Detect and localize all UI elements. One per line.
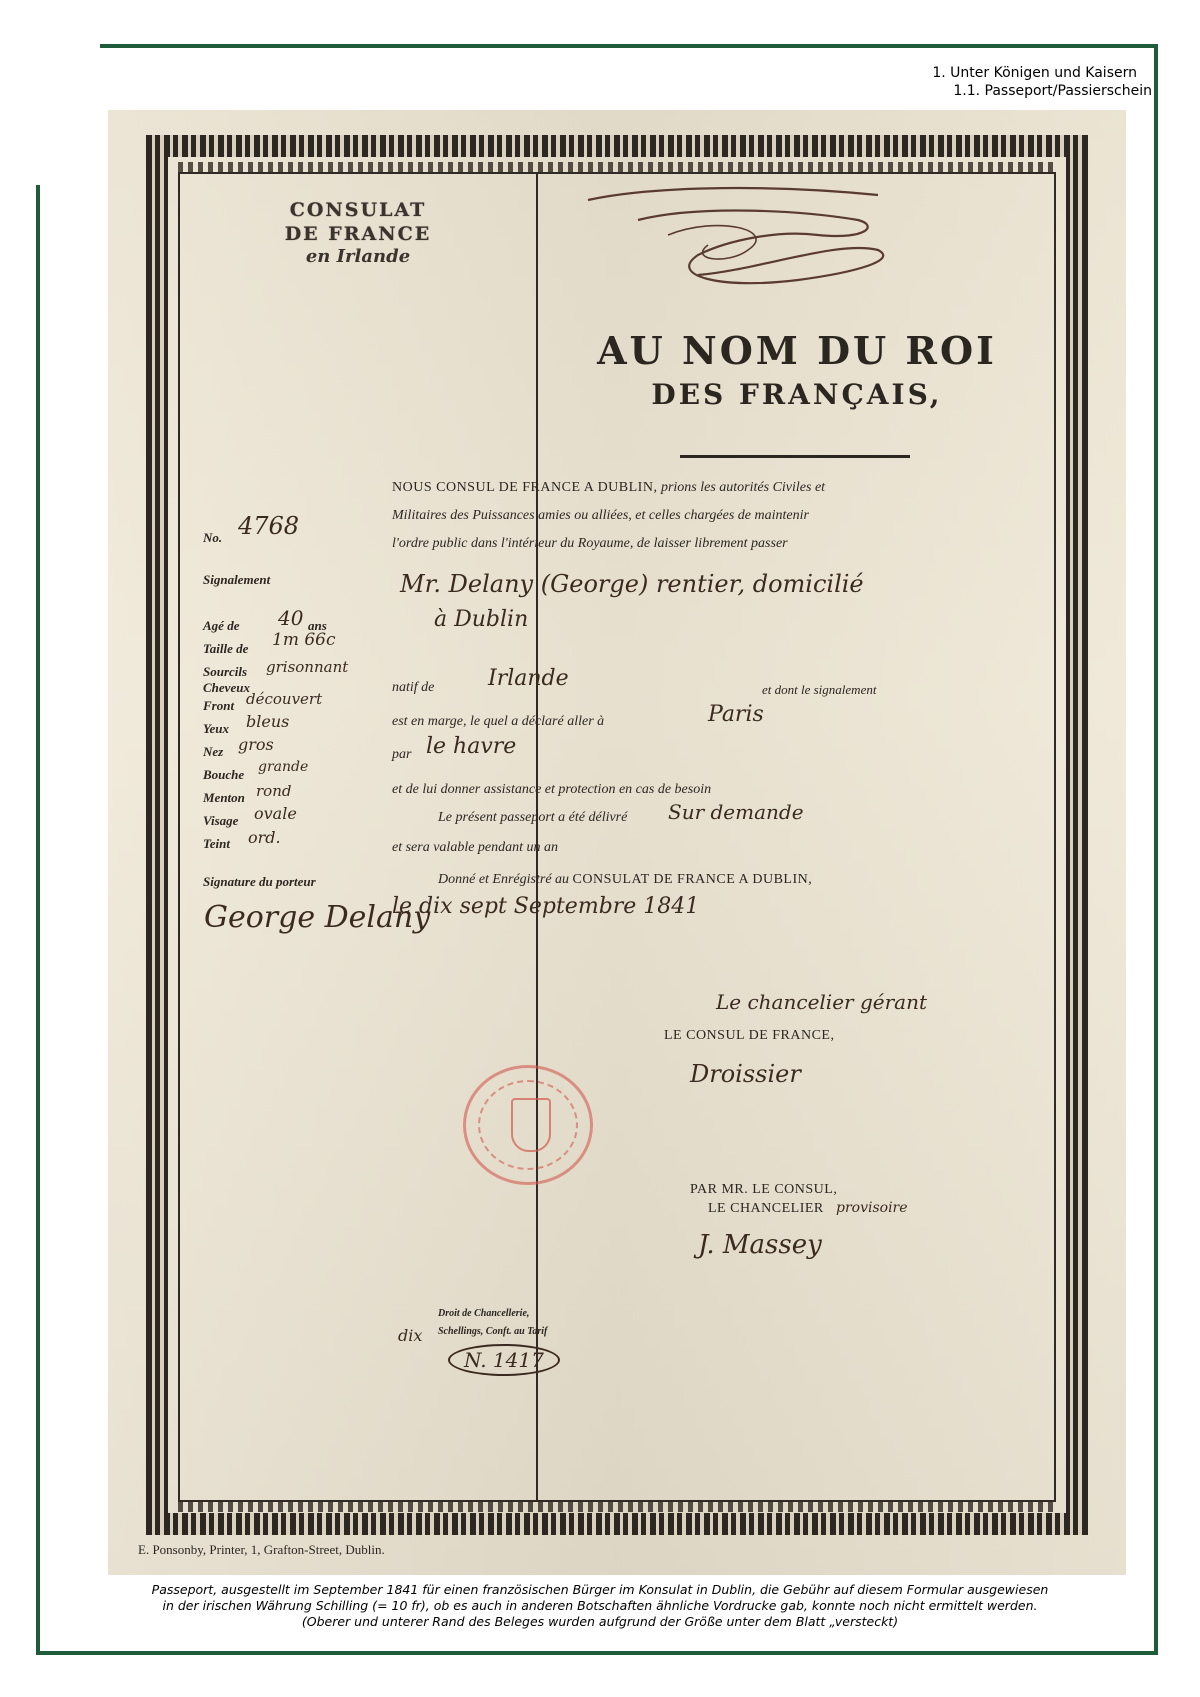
no-label (203, 530, 222, 546)
consulate-seal-stamp (463, 1065, 593, 1185)
section-title: 1.1. Passeport/Passierschein (953, 83, 1152, 99)
printer-line: E. Ponsonby, Printer, 1, Grafton-Street, Dublin. (138, 1542, 385, 1557)
frame-bottom-line (36, 1651, 1158, 1655)
chancelier-hand: Le chancelier gérant (716, 990, 927, 1014)
caption-line1: Passeport, ausgestellt im September 1841 für einen französischen Bürger im Konsulat in Dublin, die Gebühr auf diesem Formular ausgewiesen (151, 1582, 1049, 1597)
holder-signature: George Delany (204, 900, 431, 935)
par-value: le havre (426, 734, 517, 759)
field-value: ovale (254, 804, 297, 823)
consulat-line1: CONSULAT (289, 199, 427, 221)
field-label: Taille de (203, 641, 249, 656)
frame-right-line (1154, 44, 1158, 1654)
field-value: 40 (278, 606, 304, 630)
native-label: natif de (392, 680, 435, 695)
fee-dix: dix (398, 1326, 423, 1345)
field-value: grisonnant (266, 658, 349, 676)
consulat-line2: DE FRANCE (284, 223, 432, 245)
caption-line3: (Oberer und unterer Rand des Beleges wurden aufgrund der Größe unter dem Blatt „versteckt) (301, 1614, 899, 1629)
figure-caption (60, 1582, 1140, 1630)
date-value: le dix sept Septembre 1841 (392, 894, 700, 919)
field-label: Front (203, 698, 235, 713)
signature-label: Signature du porteur (203, 874, 316, 889)
decorative-band-top (178, 162, 1056, 172)
no-label-text: No. (203, 530, 223, 545)
field-label: Nez (203, 744, 224, 759)
fee-line1: Droit de Chancellerie, (438, 1308, 530, 1319)
top-flourish-signature (578, 180, 918, 300)
valid-line: et sera valable pendant un an (392, 840, 559, 855)
consulat-line3: en Irlande (305, 246, 411, 267)
frame-top-line (100, 44, 1158, 48)
given-line (438, 872, 812, 888)
field-value: bleus (246, 712, 290, 731)
marge-label: est en marge, le quel a déclaré aller à (392, 714, 605, 729)
chancelier-extra: provisoire (836, 1200, 908, 1216)
field-label: Menton (203, 790, 245, 805)
field-value: 1m 66c (272, 630, 336, 650)
field-value: grande (258, 759, 309, 775)
field-label: Sourcils (203, 664, 248, 679)
chancelier-caps: LE CHANCELIER (708, 1201, 824, 1216)
given-pre: Donné et Enrégistré au (438, 872, 570, 887)
chancelier-signature: J. Massey (698, 1230, 822, 1260)
given-caps: CONSULAT DE FRANCE A DUBLIN, (572, 872, 813, 887)
title-rule (680, 455, 910, 458)
holder-city: à Dublin (434, 607, 529, 632)
field-value: découvert (246, 690, 323, 708)
title-line2: DES FRANÇAIS, (651, 378, 943, 411)
body-line2: Militaires des Puissances amies ou alliées, et celles chargées de maintenir (392, 508, 809, 523)
fee-line2: Schellings, Conft. au Tarif (438, 1326, 548, 1337)
frame-left-line (36, 185, 40, 1655)
caption-line2: in der irischen Währung Schilling (= 10 fr), ob es auch in anderen Botschaften ähnliche Vordrucke gab, konnte noch nicht ermittelt werden. (162, 1598, 1038, 1613)
par-label: par (392, 747, 412, 762)
field-value: ord. (248, 828, 281, 847)
signalement-label: Signalement (203, 572, 271, 587)
par-mr-caps: PAR MR. LE CONSUL, (690, 1182, 838, 1197)
body-line3: l'ordre public dans l'intérieur du Royaume, de laisser librement passer (392, 536, 788, 551)
destination-value: Paris (708, 702, 764, 727)
field-value: rond (256, 782, 292, 800)
decorative-band-bottom (178, 1502, 1056, 1512)
field-label: Cheveux (203, 680, 250, 695)
field-label: Visage (203, 813, 239, 828)
passport-document (108, 110, 1126, 1575)
field-suffix: ans (308, 618, 327, 633)
consulat-heading (193, 198, 523, 268)
holder-name: Mr. Delany (George) rentier, domicilié (400, 570, 864, 598)
delivered-value: Sur demande (668, 800, 804, 824)
seal-crest-icon (511, 1098, 551, 1152)
body-line1-caps: NOUS CONSUL DE FRANCE A DUBLIN, (392, 480, 658, 495)
field-label: Teint (203, 836, 230, 851)
body-line1 (392, 480, 825, 496)
title-line1: AU NOM DU ROI (597, 328, 997, 373)
delivered-label: Le présent passeport a été délivré (438, 810, 628, 825)
field-label: Bouche (203, 767, 245, 782)
fee-number: N. 1417 (448, 1344, 560, 1376)
body-line1-rest: prions les autorités Civiles et (660, 480, 826, 495)
consul-signature: Droissier (690, 1060, 801, 1088)
no-value: 4768 (238, 512, 300, 540)
field-label: Agé de (203, 618, 240, 633)
assist-line: et de lui donner assistance et protection en cas de besoin (392, 782, 712, 797)
consul-caps: LE CONSUL DE FRANCE, (664, 1028, 835, 1043)
field-value: gros (238, 735, 274, 754)
native-value: Irlande (488, 666, 569, 691)
native-post: et dont le signalement (762, 682, 877, 697)
field-label: Yeux (203, 721, 229, 736)
chapter-title: 1. Unter Königen und Kaisern (932, 65, 1137, 81)
